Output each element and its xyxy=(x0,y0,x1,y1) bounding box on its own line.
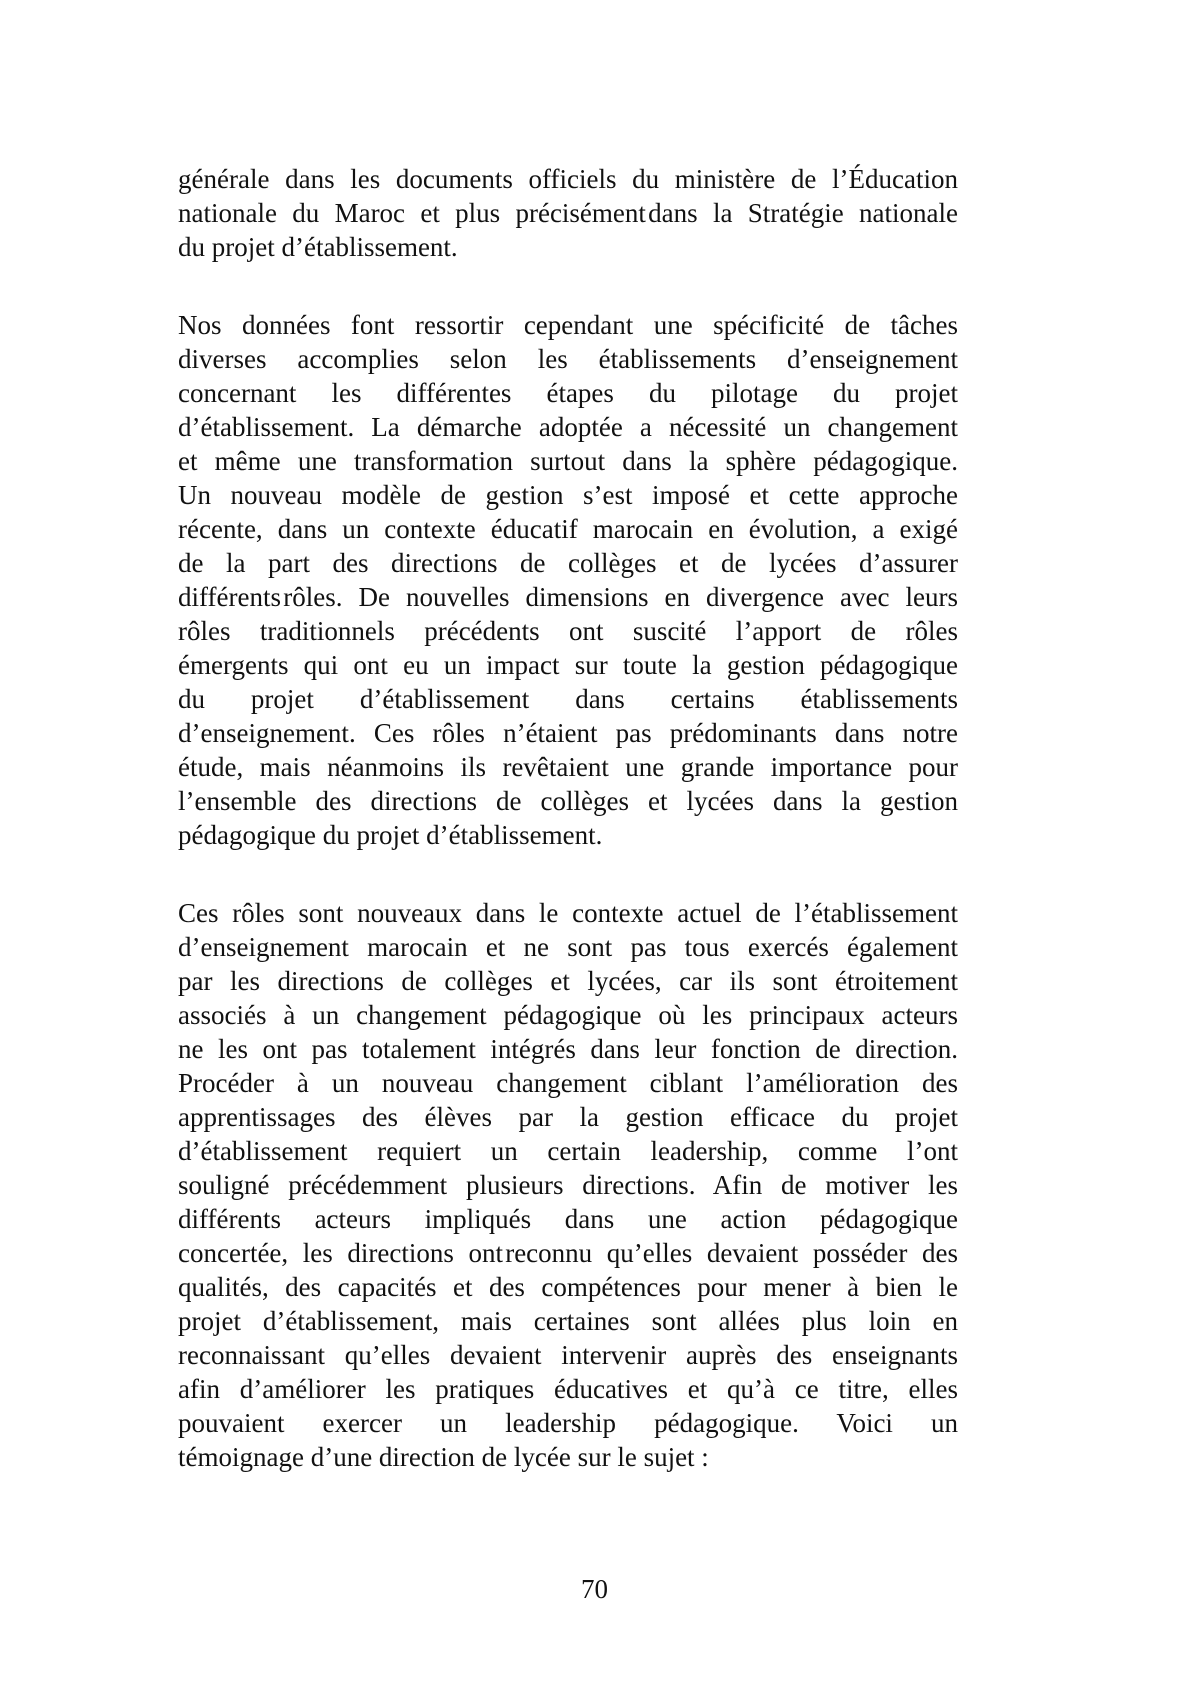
text-line: Procéder à un nouveau changement ciblant l’amélioration des xyxy=(178,1068,958,1098)
text-line: témoignage d’une direction de lycée sur le sujet : xyxy=(178,1442,709,1472)
text-line: qualités, des capacités et des compétences pour mener à bien le xyxy=(178,1272,958,1302)
page-number: 70 xyxy=(581,1574,608,1604)
text-line: nationale du Maroc et plus précisément dans la Stratégie nationale xyxy=(178,198,958,228)
paragraph xyxy=(178,896,958,1474)
text-line: l’ensemble des directions de collèges et lycées dans la gestion xyxy=(178,786,958,816)
text-line: d’enseignement. Ces rôles n’étaient pas prédominants dans notre xyxy=(178,718,958,748)
text-line: d’établissement requiert un certain leadership, comme l’ont xyxy=(178,1136,958,1166)
text-line: pouvaient exercer un leadership pédagogique. Voici un xyxy=(178,1408,958,1438)
paragraph xyxy=(178,308,958,852)
text-line: du projet d’établissement. xyxy=(178,232,458,262)
text-line: étude, mais néanmoins ils revêtaient une grande importance pour xyxy=(178,752,958,782)
text-line: différents rôles. De nouvelles dimensions en divergence avec leurs xyxy=(178,582,958,612)
text-line: concertée, les directions ont reconnu qu’elles devaient posséder des xyxy=(178,1238,958,1268)
text-line: d’établissement. La démarche adoptée a nécessité un changement xyxy=(178,412,958,442)
text-line: générale dans les documents officiels du ministère de l’Éducation xyxy=(178,164,958,194)
text-line: pédagogique du projet d’établissement. xyxy=(178,820,603,850)
text-block xyxy=(178,162,958,1518)
text-line: ne les ont pas totalement intégrés dans leur fonction de direction. xyxy=(178,1034,958,1064)
text-line: émergents qui ont eu un impact sur toute la gestion pédagogique xyxy=(178,650,958,680)
paragraph xyxy=(178,162,958,264)
text-line: reconnaissant qu’elles devaient intervenir auprès des enseignants xyxy=(178,1340,958,1370)
text-line: souligné précédemment plusieurs directions. Afin de motiver les xyxy=(178,1170,958,1200)
text-line: Nos données font ressortir cependant une spécificité de tâches xyxy=(178,310,958,340)
text-line: rôles traditionnels précédents ont suscité l’apport de rôles xyxy=(178,616,958,646)
text-line: projet d’établissement, mais certaines sont allées plus loin en xyxy=(178,1306,958,1336)
text-line: Un nouveau modèle de gestion s’est imposé et cette approche xyxy=(178,480,958,510)
text-line: afin d’améliorer les pratiques éducatives et qu’à ce titre, elles xyxy=(178,1374,958,1404)
text-line: Ces rôles sont nouveaux dans le contexte actuel de l’établissement xyxy=(178,898,958,928)
text-line: apprentissages des élèves par la gestion efficace du projet xyxy=(178,1102,958,1132)
text-line: associés à un changement pédagogique où les principaux acteurs xyxy=(178,1000,958,1030)
text-line: par les directions de collèges et lycées, car ils sont étroitement xyxy=(178,966,958,996)
text-line: diverses accomplies selon les établissements d’enseignement xyxy=(178,344,958,374)
text-line: du projet d’établissement dans certains établissements xyxy=(178,684,958,714)
text-line: récente, dans un contexte éducatif marocain en évolution, a exigé xyxy=(178,514,958,544)
text-line: différents acteurs impliqués dans une action pédagogique xyxy=(178,1204,958,1234)
text-line: et même une transformation surtout dans la sphère pédagogique. xyxy=(178,446,958,476)
text-line: d’enseignement marocain et ne sont pas tous exercés également xyxy=(178,932,958,962)
text-line: de la part des directions de collèges et de lycées d’assurer xyxy=(178,548,958,578)
text-line: concernant les différentes étapes du pilotage du projet xyxy=(178,378,958,408)
